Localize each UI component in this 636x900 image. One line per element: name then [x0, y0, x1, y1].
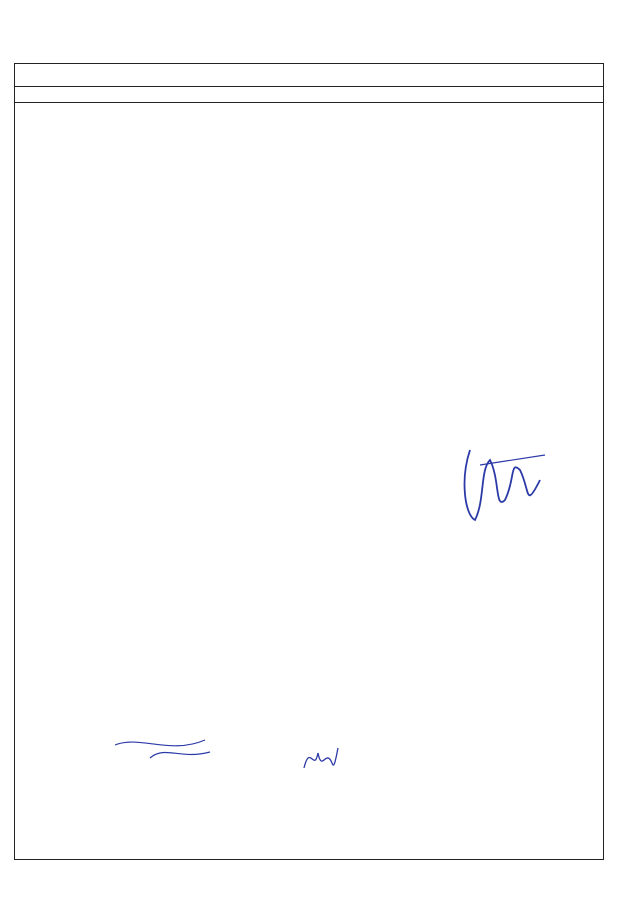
signature-kontrol-icon — [300, 738, 340, 778]
rule — [14, 86, 604, 87]
signature-tanzim-icon — [110, 730, 220, 770]
rule — [14, 102, 604, 103]
signature-scribble-icon — [450, 420, 560, 530]
